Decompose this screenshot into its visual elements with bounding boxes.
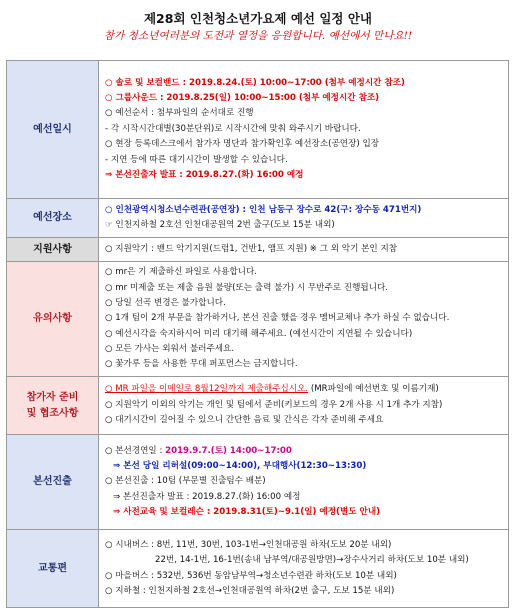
label-finals: 본선진출 — [7, 435, 99, 530]
finalist-announcement: ⇒ 본선진출자 발표 : 2019.8.27.(화) 16:00 예정 — [105, 169, 304, 180]
label-prep-line1: 참가자 준비 — [26, 391, 79, 403]
note-item: ○ 꽃가루 등을 사용한 무대 퍼포먼스는 금지합니다. — [105, 359, 298, 370]
note-item: ○ mr 미제출 또는 제출 음원 불량(또는 출력 불가) 시 무반주로 진행됩니다. — [105, 282, 389, 293]
pre-training: ⇒ 사전교육 및 보컬레슨 : 2019.8.31(토)~9.1(일) 예정(별도 안내) — [113, 507, 381, 518]
finals-date-value: 2019.9.7.(토) 14:00~17:00 — [165, 445, 292, 456]
label-notes: 유의사항 — [7, 262, 99, 377]
subway: ○ 지하철 : 인천지하철 2호선→인천대공원역 하차(2번 출구, 도보 15분 내외) — [105, 585, 395, 596]
content-finals — [99, 435, 509, 530]
arrival-note: - 각 시작시간대별(30분단위)로 시작시간에 맞춰 와주시기 바랍니다. — [105, 123, 361, 134]
note-item: ○ 예선시각을 숙지하시어 미리 대기해 해주세요. (예선시간이 지연될 수 있습니다) — [105, 328, 413, 339]
delay-note: - 지연 등에 따른 대기시간이 발생할 수 있습니다. — [105, 154, 288, 165]
page-subtitle: 참가 청소년여러분의 도전과 열정을 응원합니다. 예선에서 만나요!! — [103, 30, 413, 42]
row-schedule — [7, 61, 509, 199]
content-venue — [99, 199, 509, 238]
finals-date — [105, 444, 502, 459]
label-prep-line2: 및 협조사항 — [26, 407, 79, 419]
venue-address: ○ 인천광역시청소년수련관(공연장) : 인천 남동구 장수로 42(구: 장수동 471번지) — [105, 204, 422, 215]
schedule-table — [6, 60, 509, 608]
row-support — [7, 238, 509, 262]
label-support: 지원사항 — [7, 238, 99, 262]
content-notes — [99, 262, 509, 377]
support-instruments: ○ 지원악기 : 밴드 악기지원(드럼1, 건반1, 앰프 지원) ※ 그 외 악기 본인 지참 — [105, 243, 398, 254]
content-prep — [99, 377, 509, 435]
prep-item: ○ 지원악기 이외의 악기는 개인 및 팀에서 준비(키보드의 경우 2개 사용 시 1개 추가 지참) — [105, 399, 443, 410]
row-finals — [7, 435, 509, 530]
finalist-count: ○ 본선진출 : 10팀 (부문별 진출팀수 배분) — [105, 476, 266, 487]
row-prep — [7, 377, 509, 435]
city-bus: ○ 시내버스 : 8번, 11번, 30번, 103-1번→인천대공원 하차(도보 20분 내외) — [105, 539, 392, 550]
group-sound-time: ○ 그룹사운드 : 2019.8.25(일) 10:00~15:00 (첨부 예정시간 참조) — [105, 93, 380, 104]
note-item: ○ 당일 선곡 변경은 불가합니다. — [105, 297, 226, 308]
order-note: ○ 예선순서 : 첨부파일의 순서대로 진행 — [105, 108, 254, 119]
mr-submission — [105, 382, 502, 397]
rehearsal-schedule: ⇒ 본선 당일 리허설(09:00~14:00), 부대행사(12:30~13:30) — [113, 460, 367, 471]
row-notes — [7, 262, 509, 377]
content-support — [99, 238, 509, 262]
label-transport: 교통편 — [7, 530, 99, 608]
row-venue — [7, 199, 509, 238]
mr-deadline: ○ MR 파일을 이메일로 8월12일까지 제출해주십시오. — [105, 384, 309, 395]
content-transport — [99, 530, 509, 608]
mr-label-note: (MR파일에 예선번호 및 이름기재) — [310, 384, 439, 395]
prep-item: ○ 대기시간이 길어질 수 있으니 간단한 음료 및 간식은 각자 준비해 주세요 — [105, 415, 384, 426]
registration-note: ○ 현장 등록데스크에서 참가자 명단과 참가확인후 예선장소(공연장) 입장 — [105, 139, 380, 150]
finals-date-label: ○ 본선경연일 : — [105, 445, 166, 456]
page-title: 제28회 인천청소년가요제 예선 일정 안내 — [143, 11, 372, 26]
note-item: ○ 모든 가사는 외워서 불러주세요. — [105, 344, 235, 355]
village-bus: ○ 마을버스 : 532번, 536번 동암남부역→청소년수련관 하차(도보 10분 내외) — [105, 570, 397, 581]
content-schedule — [99, 61, 509, 199]
label-venue: 예선장소 — [7, 199, 99, 238]
finalist-announcement-2: ⇒ 본선진출자 발표 : 2019.8.27.(화) 16:00 예정 — [113, 491, 301, 502]
venue-subway: ☞ 인천지하철 2호선 인천대공원역 2번 출구(도보 15분 내외) — [105, 220, 335, 230]
row-transport — [7, 530, 509, 608]
note-item: ○ 1개 팀이 2개 부문을 참가하거나, 본선 진출 했을 경우 멤버교체나 추가 하실 수 없습니다. — [105, 313, 450, 324]
note-item: ○ mr은 기 제출하신 파일로 사용합니다. — [105, 267, 258, 278]
label-prep — [7, 377, 99, 435]
city-bus-2: 22번, 14-1번, 16-1번(송내 남부역/대공원방면)→장수사거리 하차(도보 10분 내외) — [155, 555, 469, 566]
solo-band-time: ○ 솔로 및 보컬밴드 : 2019.8.24.(토) 10:00~17:00 (첨부 예정시간 참조) — [105, 77, 405, 88]
label-schedule: 예선일시 — [7, 61, 99, 199]
